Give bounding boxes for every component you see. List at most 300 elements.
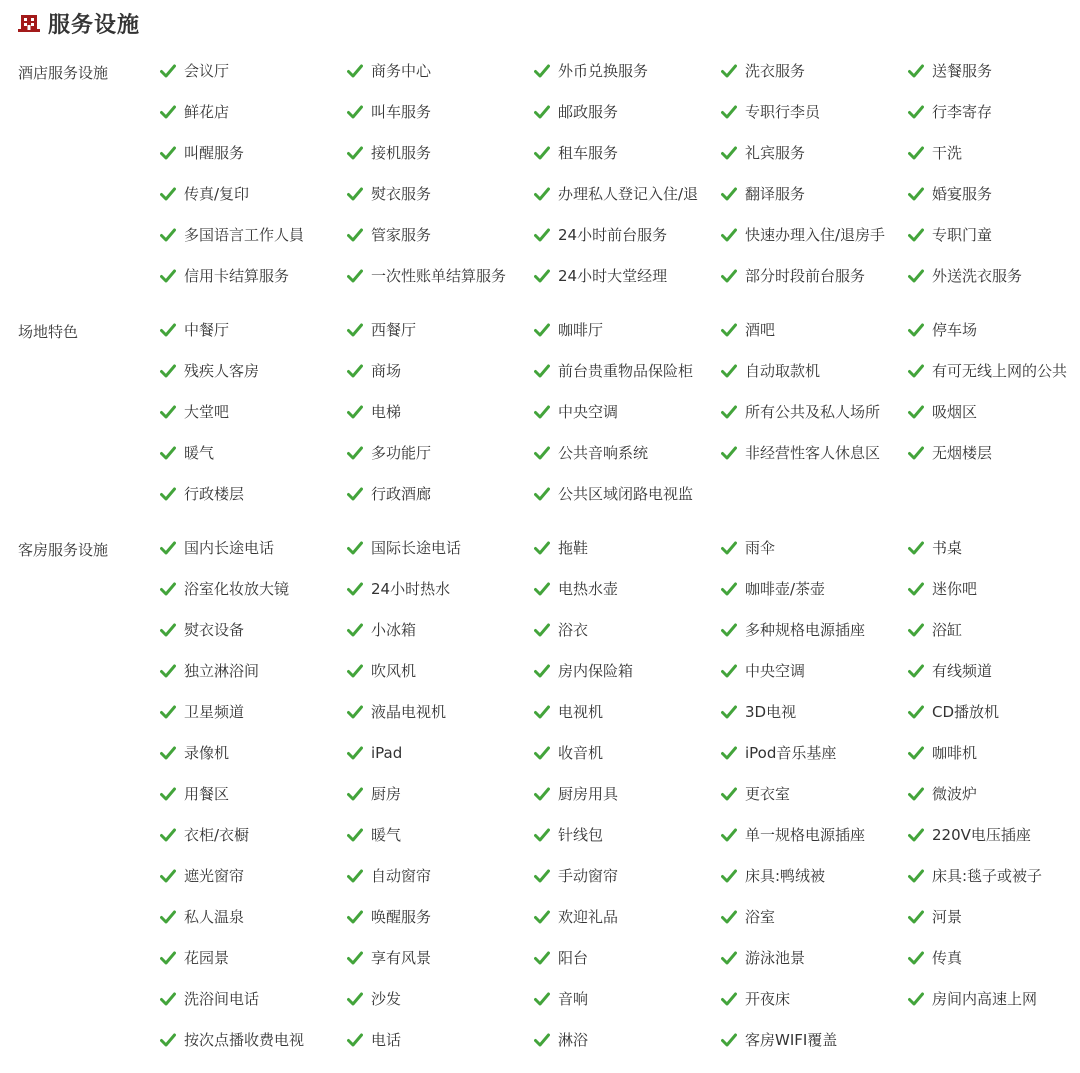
facility-label: iPod音乐基座 [745, 744, 837, 762]
facility-item [347, 321, 534, 362]
checkmark-icon [908, 62, 932, 82]
facility-item [534, 226, 721, 267]
facility-item [160, 185, 347, 226]
checkmark-icon [721, 403, 745, 423]
facility-item [160, 703, 347, 744]
facility-label: 享有风景 [371, 949, 432, 967]
facility-label: 专职行李员 [745, 103, 821, 121]
checkmark-icon [721, 144, 745, 164]
checkmark-icon [908, 662, 932, 682]
facility-item [721, 1031, 908, 1072]
facility-label: 手动窗帘 [558, 867, 619, 885]
facility-label: 翻译服务 [745, 185, 806, 203]
facility-label: 国内长途电话 [184, 539, 275, 557]
facility-label: 电话 [371, 1031, 402, 1049]
facility-label: 浴室 [745, 908, 776, 926]
facility-item [160, 621, 347, 662]
facility-item [534, 826, 721, 867]
checkmark-icon [721, 185, 745, 205]
facility-label: 传真/复印 [184, 185, 250, 203]
facility-label: 洗衣服务 [745, 62, 806, 80]
facility-item [534, 785, 721, 826]
facility-label: 衣柜/衣橱 [184, 826, 250, 844]
checkmark-icon [908, 444, 932, 464]
facility-label: 酒吧 [745, 321, 776, 339]
facility-label: 邮政服务 [558, 103, 619, 121]
facility-label: 商务中心 [371, 62, 432, 80]
facility-label: 外币兑换服务 [558, 62, 649, 80]
checkmark-icon [534, 867, 558, 887]
checkmark-icon [160, 703, 184, 723]
facility-item [908, 185, 1068, 226]
facility-label: 有可无线上网的公共 [932, 362, 1068, 380]
facility-label: 吸烟区 [932, 403, 978, 421]
checkmark-icon [160, 662, 184, 682]
checkmark-icon [160, 744, 184, 764]
facility-item [534, 867, 721, 908]
facility-label: 河景 [932, 908, 963, 926]
facility-item [908, 949, 1068, 990]
checkmark-icon [160, 949, 184, 969]
checkmark-icon [721, 908, 745, 928]
facility-item [160, 867, 347, 908]
facility-label: 游泳池景 [745, 949, 806, 967]
facility-label: 电梯 [371, 403, 402, 421]
facility-label: 卫星频道 [184, 703, 245, 721]
facility-label: 私人温泉 [184, 908, 245, 926]
checkmark-icon [908, 226, 932, 246]
checkmark-icon [721, 867, 745, 887]
checkmark-icon [160, 403, 184, 423]
facility-item [534, 144, 721, 185]
checkmark-icon [160, 785, 184, 805]
facility-label: 微波炉 [932, 785, 978, 803]
checkmark-icon [160, 226, 184, 246]
facility-label: 咖啡厅 [558, 321, 604, 339]
facility-item [721, 580, 908, 621]
checkmark-icon [347, 362, 371, 382]
facility-label: 厨房用具 [558, 785, 619, 803]
facility-grid [160, 62, 1068, 308]
facility-item [347, 785, 534, 826]
facility-label: 熨衣设备 [184, 621, 245, 639]
facility-label: 有线频道 [932, 662, 993, 680]
facility-item [160, 826, 347, 867]
checkmark-icon [534, 62, 558, 82]
facility-item [347, 908, 534, 949]
facility-label: 中餐厅 [184, 321, 230, 339]
facility-item [721, 990, 908, 1031]
facility-item [160, 103, 347, 144]
facility-label: 残疾人客房 [184, 362, 260, 380]
checkmark-icon [347, 744, 371, 764]
checkmark-icon [908, 539, 932, 559]
facility-item [721, 539, 908, 580]
facility-item [534, 662, 721, 703]
facility-label: 24小时大堂经理 [558, 267, 668, 285]
facility-item [160, 444, 347, 485]
facility-label: 行政酒廊 [371, 485, 432, 503]
facility-item [908, 321, 1068, 362]
checkmark-icon [534, 785, 558, 805]
facility-label: 花园景 [184, 949, 230, 967]
checkmark-icon [908, 990, 932, 1010]
checkmark-icon [347, 1031, 371, 1051]
checkmark-icon [721, 444, 745, 464]
checkmark-icon [534, 908, 558, 928]
section-label: 客房服务设施 [18, 541, 109, 559]
facility-item [534, 444, 721, 485]
facility-label: 快速办理入住/退房手 [745, 226, 886, 244]
facility-label: 公共区域闭路电视监 [558, 485, 694, 503]
checkmark-icon [160, 267, 184, 287]
facility-item [721, 62, 908, 103]
facility-item [160, 226, 347, 267]
facility-label: 咖啡机 [932, 744, 978, 762]
facility-grid [160, 321, 1068, 526]
facility-item [721, 785, 908, 826]
facility-item [160, 267, 347, 308]
facility-item [908, 226, 1068, 267]
facility-item [160, 144, 347, 185]
facility-item [721, 226, 908, 267]
facility-item [908, 867, 1068, 908]
facility-label: 部分时段前台服务 [745, 267, 866, 285]
facility-label: 单一规格电源插座 [745, 826, 866, 844]
facility-label: 3D电视 [745, 703, 797, 721]
facility-item [721, 744, 908, 785]
facility-label: 吹风机 [371, 662, 417, 680]
facility-item [721, 321, 908, 362]
facility-label: 客房WIFI覆盖 [745, 1031, 838, 1049]
facility-item [347, 949, 534, 990]
facility-item [908, 267, 1068, 308]
checkmark-icon [160, 185, 184, 205]
checkmark-icon [721, 362, 745, 382]
checkmark-icon [347, 103, 371, 123]
checkmark-icon [160, 144, 184, 164]
facility-label: 暖气 [184, 444, 215, 462]
facility-item [347, 144, 534, 185]
facility-item [908, 362, 1068, 403]
facility-label: 房内保险箱 [558, 662, 634, 680]
checkmark-icon [534, 485, 558, 505]
facility-label: 所有公共及私人场所 [745, 403, 881, 421]
facility-label: 书桌 [932, 539, 963, 557]
checkmark-icon [721, 62, 745, 82]
facility-item [721, 103, 908, 144]
facility-label: 浴衣 [558, 621, 589, 639]
checkmark-icon [160, 826, 184, 846]
facility-item [160, 785, 347, 826]
facility-item [908, 990, 1068, 1031]
facility-label: 中央空调 [745, 662, 806, 680]
checkmark-icon [347, 321, 371, 341]
facility-label: 收音机 [558, 744, 604, 762]
facility-label: 专职门童 [932, 226, 993, 244]
facility-item [534, 485, 721, 526]
facility-item [160, 62, 347, 103]
checkmark-icon [347, 485, 371, 505]
checkmark-icon [908, 185, 932, 205]
checkmark-icon [160, 990, 184, 1010]
facility-item [160, 990, 347, 1031]
checkmark-icon [160, 621, 184, 641]
facility-label: 录像机 [184, 744, 230, 762]
facility-item [534, 103, 721, 144]
facility-item [347, 662, 534, 703]
facility-label: 礼宾服务 [745, 144, 806, 162]
facility-label: 西餐厅 [371, 321, 417, 339]
facility-item [721, 621, 908, 662]
facility-label: 会议厅 [184, 62, 230, 80]
checkmark-icon [721, 744, 745, 764]
checkmark-icon [534, 103, 558, 123]
facility-item [160, 744, 347, 785]
facility-item [160, 949, 347, 990]
facility-label: 商场 [371, 362, 402, 380]
checkmark-icon [347, 580, 371, 600]
checkmark-icon [721, 785, 745, 805]
checkmark-icon [908, 949, 932, 969]
facility-item [908, 580, 1068, 621]
checkmark-icon [721, 662, 745, 682]
facility-item [534, 621, 721, 662]
facility-item [721, 703, 908, 744]
checkmark-icon [534, 226, 558, 246]
checkmark-icon [908, 362, 932, 382]
facility-label: 接机服务 [371, 144, 432, 162]
facility-label: 按次点播收费电视 [184, 1031, 305, 1049]
facility-label: 唤醒服务 [371, 908, 432, 926]
facility-label: 迷你吧 [932, 580, 978, 598]
checkmark-icon [908, 267, 932, 287]
facility-item [534, 539, 721, 580]
checkmark-icon [534, 321, 558, 341]
facility-item [347, 539, 534, 580]
facility-label: 液晶电视机 [371, 703, 447, 721]
checkmark-icon [534, 621, 558, 641]
checkmark-icon [534, 185, 558, 205]
facility-item [908, 539, 1068, 580]
facility-item [721, 826, 908, 867]
checkmark-icon [534, 144, 558, 164]
facility-item [908, 103, 1068, 144]
checkmark-icon [908, 580, 932, 600]
facility-item [721, 185, 908, 226]
facility-label: 浴室化妆放大镜 [184, 580, 290, 598]
facility-item [347, 744, 534, 785]
checkmark-icon [534, 403, 558, 423]
facility-label: 公共音响系统 [558, 444, 649, 462]
checkmark-icon [347, 949, 371, 969]
facility-item [908, 144, 1068, 185]
checkmark-icon [534, 1031, 558, 1051]
facility-label: 管家服务 [371, 226, 432, 244]
checkmark-icon [534, 662, 558, 682]
checkmark-icon [721, 103, 745, 123]
checkmark-icon [721, 539, 745, 559]
facility-label: 外送洗衣服务 [932, 267, 1023, 285]
checkmark-icon [160, 867, 184, 887]
facility-label: 开夜床 [745, 990, 791, 1008]
facility-label: 淋浴 [558, 1031, 589, 1049]
facility-item [908, 621, 1068, 662]
facility-item [534, 62, 721, 103]
facility-item [908, 444, 1068, 485]
section-label: 酒店服务设施 [18, 64, 109, 82]
facility-item [347, 867, 534, 908]
checkmark-icon [347, 539, 371, 559]
facility-label: 遮光窗帘 [184, 867, 245, 885]
section-label: 场地特色 [18, 323, 79, 341]
facility-label: 24小时前台服务 [558, 226, 668, 244]
facility-grid [160, 539, 1068, 1072]
facility-label: 暖气 [371, 826, 402, 844]
facility-label: 送餐服务 [932, 62, 993, 80]
checkmark-icon [908, 403, 932, 423]
facility-label: 自动取款机 [745, 362, 821, 380]
checkmark-icon [347, 62, 371, 82]
facility-item [534, 908, 721, 949]
checkmark-icon [347, 662, 371, 682]
facility-item [347, 103, 534, 144]
facility-item [908, 403, 1068, 444]
facility-item [347, 485, 534, 526]
facility-item [347, 267, 534, 308]
facility-item [908, 826, 1068, 867]
facility-item [721, 267, 908, 308]
checkmark-icon [160, 103, 184, 123]
facility-item [347, 444, 534, 485]
page-header [18, 6, 140, 40]
facility-label: 针线包 [558, 826, 604, 844]
facility-label: 传真 [932, 949, 963, 967]
checkmark-icon [534, 444, 558, 464]
facility-item [908, 662, 1068, 703]
checkmark-icon [534, 826, 558, 846]
checkmark-icon [347, 403, 371, 423]
facility-label: 电视机 [558, 703, 604, 721]
facility-label: 欢迎礼品 [558, 908, 619, 926]
facility-label: 沙发 [371, 990, 402, 1008]
facility-item [347, 185, 534, 226]
facility-item [721, 144, 908, 185]
checkmark-icon [908, 703, 932, 723]
facility-label: 雨伞 [745, 539, 776, 557]
facility-label: 干洗 [932, 144, 963, 162]
facility-item [721, 662, 908, 703]
facility-item [721, 444, 908, 485]
checkmark-icon [347, 785, 371, 805]
checkmark-icon [160, 321, 184, 341]
checkmark-icon [347, 144, 371, 164]
facility-item [534, 580, 721, 621]
checkmark-icon [534, 580, 558, 600]
facility-item [908, 785, 1068, 826]
checkmark-icon [160, 580, 184, 600]
facility-label: 无烟楼层 [932, 444, 993, 462]
facility-label: 叫车服务 [371, 103, 432, 121]
facility-item [534, 362, 721, 403]
facility-item [721, 949, 908, 990]
facility-label: 鲜花店 [184, 103, 230, 121]
checkmark-icon [347, 226, 371, 246]
checkmark-icon [347, 621, 371, 641]
checkmark-icon [347, 826, 371, 846]
checkmark-icon [721, 321, 745, 341]
facility-label: 非经营性客人休息区 [745, 444, 881, 462]
facility-item [721, 908, 908, 949]
facility-item [347, 580, 534, 621]
checkmark-icon [534, 539, 558, 559]
checkmark-icon [160, 444, 184, 464]
checkmark-icon [721, 580, 745, 600]
facility-item [908, 703, 1068, 744]
facility-label: 停车场 [932, 321, 978, 339]
checkmark-icon [908, 826, 932, 846]
facility-item [347, 703, 534, 744]
facility-label: 办理私人登记入住/退 [558, 185, 699, 203]
facility-item [160, 908, 347, 949]
checkmark-icon [534, 362, 558, 382]
checkmark-icon [721, 226, 745, 246]
facility-item [347, 62, 534, 103]
facility-label: 大堂吧 [184, 403, 230, 421]
checkmark-icon [534, 703, 558, 723]
checkmark-icon [534, 267, 558, 287]
checkmark-icon [347, 185, 371, 205]
facility-label: 熨衣服务 [371, 185, 432, 203]
checkmark-icon [908, 103, 932, 123]
facility-label: 小冰箱 [371, 621, 417, 639]
facility-item [721, 403, 908, 444]
checkmark-icon [908, 621, 932, 641]
checkmark-icon [908, 867, 932, 887]
facility-label: 行政楼层 [184, 485, 245, 503]
facility-item [347, 226, 534, 267]
facility-label: 婚宴服务 [932, 185, 993, 203]
checkmark-icon [721, 1031, 745, 1051]
page-title: 服务设施 [48, 12, 141, 38]
facility-item [908, 908, 1068, 949]
facility-label: CD播放机 [932, 703, 1000, 721]
checkmark-icon [721, 949, 745, 969]
facility-item [721, 362, 908, 403]
checkmark-icon [721, 990, 745, 1010]
checkmark-icon [908, 785, 932, 805]
facility-item [534, 990, 721, 1031]
facility-item [908, 744, 1068, 785]
facility-item [347, 826, 534, 867]
facility-label: 咖啡壶/茶壶 [745, 580, 826, 598]
facility-label: 浴缸 [932, 621, 963, 639]
checkmark-icon [721, 826, 745, 846]
checkmark-icon [534, 744, 558, 764]
checkmark-icon [534, 990, 558, 1010]
facility-label: 叫醒服务 [184, 144, 245, 162]
facility-item [347, 621, 534, 662]
facility-label: 国际长途电话 [371, 539, 462, 557]
facility-label: 中央空调 [558, 403, 619, 421]
checkmark-icon [160, 908, 184, 928]
facility-item [347, 1031, 534, 1072]
facility-label: 一次性账单结算服务 [371, 267, 507, 285]
facility-label: 信用卡结算服务 [184, 267, 290, 285]
checkmark-icon [160, 62, 184, 82]
facility-label: 24小时热水 [371, 580, 451, 598]
facility-label: 拖鞋 [558, 539, 589, 557]
